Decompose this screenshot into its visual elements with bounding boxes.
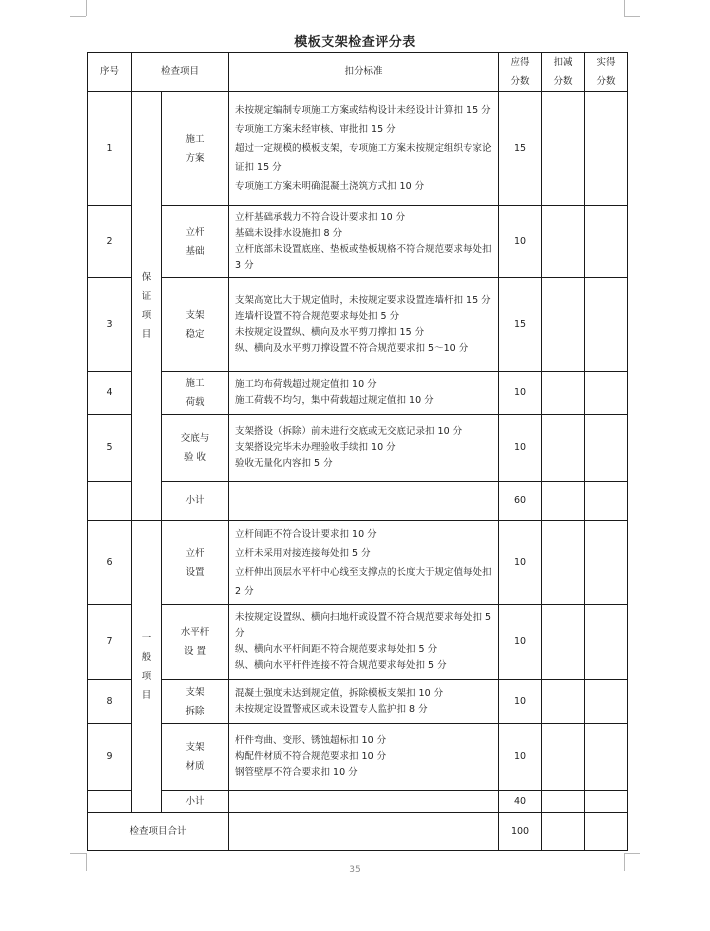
row-deduction-cell[interactable] — [542, 605, 585, 680]
row-item: 施工 荷载 — [162, 372, 229, 415]
subtotal-criteria-empty — [229, 482, 499, 521]
row-max-score: 10 — [499, 680, 542, 724]
row-seq: 4 — [88, 372, 132, 415]
row-criteria: 混凝土强度未达到规定值，拆除模板支架扣 10 分 未按规定设置警戒区或未设置专人监护扣 8 分 — [229, 680, 499, 724]
row-actual-score-cell[interactable] — [585, 92, 628, 206]
row-max-score: 15 — [499, 92, 542, 206]
row-criteria: 施工均布荷载超过规定值扣 10 分 施工荷载不均匀，集中荷载超过规定值扣 10 分 — [229, 372, 499, 415]
row-deduction-cell[interactable] — [542, 724, 585, 791]
row-item: 交底与 验 收 — [162, 415, 229, 482]
table-row — [88, 92, 628, 206]
table-row — [88, 605, 628, 680]
row-deduction-cell[interactable] — [542, 206, 585, 278]
table-row — [88, 278, 628, 372]
row-max-score: 10 — [499, 521, 542, 605]
document-title: 模板支架检查评分表 — [294, 35, 416, 50]
table-row — [88, 521, 628, 605]
table-row — [88, 206, 628, 278]
row-deduction-cell[interactable] — [542, 92, 585, 206]
subtotal-score: 40 — [499, 791, 542, 813]
row-max-score: 10 — [499, 372, 542, 415]
row-max-score: 10 — [499, 605, 542, 680]
row-actual-score-cell[interactable] — [585, 415, 628, 482]
row-max-score: 10 — [499, 724, 542, 791]
table-row — [88, 372, 628, 415]
row-deduction-cell[interactable] — [542, 415, 585, 482]
row-seq: 1 — [88, 92, 132, 206]
row-item: 支架 材质 — [162, 724, 229, 791]
row-criteria: 未按规定设置纵、横向扫地杆或设置不符合规范要求每处扣 5 分 纵、横向水平杆间距不符合规范要求每处扣 5 分 纵、横向水平杆件连接不符合规范要求每处扣 5 分 — [229, 605, 499, 680]
row-item: 支架 稳定 — [162, 278, 229, 372]
row-actual-score-cell[interactable] — [585, 278, 628, 372]
subtotal-row — [88, 482, 628, 521]
table-row — [88, 724, 628, 791]
row-criteria: 杆件弯曲、变形、锈蚀超标扣 10 分 构配件材质不符合规范要求扣 10 分 钢管壁厚不符合要求扣 10 分 — [229, 724, 499, 791]
row-max-score: 15 — [499, 278, 542, 372]
header-row — [88, 53, 628, 92]
subtotal-deduction-cell[interactable] — [542, 791, 585, 813]
group-general-items: 一 般 项 目 — [132, 521, 162, 813]
table-row — [88, 415, 628, 482]
total-row — [88, 813, 628, 851]
subtotal-actual-cell[interactable] — [585, 791, 628, 813]
header-max-score: 应得 分数 — [499, 53, 542, 92]
header-actual-score: 实得 分数 — [585, 53, 628, 92]
row-seq: 8 — [88, 680, 132, 724]
row-actual-score-cell[interactable] — [585, 680, 628, 724]
row-seq: 7 — [88, 605, 132, 680]
inspection-score-table — [87, 52, 628, 851]
row-item: 施工 方案 — [162, 92, 229, 206]
total-actual-cell[interactable] — [585, 813, 628, 851]
crop-mark — [624, 0, 625, 16]
row-item: 立杆 设置 — [162, 521, 229, 605]
row-deduction-cell[interactable] — [542, 278, 585, 372]
row-actual-score-cell[interactable] — [585, 605, 628, 680]
row-deduction-cell[interactable] — [542, 680, 585, 724]
table-row — [88, 680, 628, 724]
total-label: 检查项目合计 — [88, 813, 229, 851]
page-number: 35 — [349, 865, 361, 875]
row-criteria: 支架高宽比大于规定值时，未按规定要求设置连墙杆扣 15 分 连墙杆设置不符合规范要求每处扣 5 分 未按规定设置纵、横向及水平剪刀撑扣 15 分 纵、横向及水平剪刀撑设置不符合规范要求扣 5～10 分 — [229, 278, 499, 372]
row-max-score: 10 — [499, 415, 542, 482]
group-guarantee-items: 保 证 项 目 — [132, 92, 162, 521]
subtotal-deduction-cell[interactable] — [542, 482, 585, 521]
row-seq: 5 — [88, 415, 132, 482]
row-max-score: 10 — [499, 206, 542, 278]
subtotal-actual-cell[interactable] — [585, 482, 628, 521]
row-criteria: 立杆基础承载力不符合设计要求扣 10 分 基础未设排水设施扣 8 分 立杆底部未设置底座、垫板或垫板规格不符合规范要求每处扣 3 分 — [229, 206, 499, 278]
subtotal-score: 60 — [499, 482, 542, 521]
row-item: 水平杆 设 置 — [162, 605, 229, 680]
row-seq: 6 — [88, 521, 132, 605]
row-seq: 2 — [88, 206, 132, 278]
subtotal-criteria-empty — [229, 791, 499, 813]
row-deduction-cell[interactable] — [542, 372, 585, 415]
row-item: 支架 拆除 — [162, 680, 229, 724]
total-criteria-empty — [229, 813, 499, 851]
total-score: 100 — [499, 813, 542, 851]
row-item: 立杆 基础 — [162, 206, 229, 278]
row-actual-score-cell[interactable] — [585, 372, 628, 415]
crop-mark — [70, 16, 86, 17]
row-actual-score-cell[interactable] — [585, 206, 628, 278]
crop-mark — [86, 0, 87, 16]
subtotal-row — [88, 791, 628, 813]
row-deduction-cell[interactable] — [542, 521, 585, 605]
subtotal-seq-empty — [88, 791, 132, 813]
row-actual-score-cell[interactable] — [585, 724, 628, 791]
row-seq: 3 — [88, 278, 132, 372]
header-item: 检查项目 — [132, 53, 229, 92]
row-actual-score-cell[interactable] — [585, 521, 628, 605]
row-criteria: 支架搭设（拆除）前未进行交底或无交底记录扣 10 分 支架搭设完毕未办理验收手续扣 10 分 验收无量化内容扣 5 分 — [229, 415, 499, 482]
row-seq: 9 — [88, 724, 132, 791]
row-criteria: 立杆间距不符合设计要求扣 10 分 立杆未采用对接连接每处扣 5 分 立杆伸出顶层水平杆中心线至支撑点的长度大于规定值每处扣 2 分 — [229, 521, 499, 605]
subtotal-label: 小计 — [162, 482, 229, 521]
header-seq: 序号 — [88, 53, 132, 92]
crop-mark — [70, 853, 86, 854]
crop-mark — [624, 853, 640, 854]
header-deduction: 扣减 分数 — [542, 53, 585, 92]
row-criteria: 未按规定编制专项施工方案或结构设计未经设计计算扣 15 分 专项施工方案未经审核、审批扣 15 分 超过一定规模的模板支架，专项施工方案未按规定组织专家论证扣 15 分 专项施工方案未明确混凝土浇筑方式扣 10 分 — [229, 92, 499, 206]
subtotal-seq-empty — [88, 482, 132, 521]
subtotal-label: 小计 — [162, 791, 229, 813]
header-criteria: 扣分标准 — [229, 53, 499, 92]
total-deduction-cell[interactable] — [542, 813, 585, 851]
crop-mark — [624, 16, 640, 17]
